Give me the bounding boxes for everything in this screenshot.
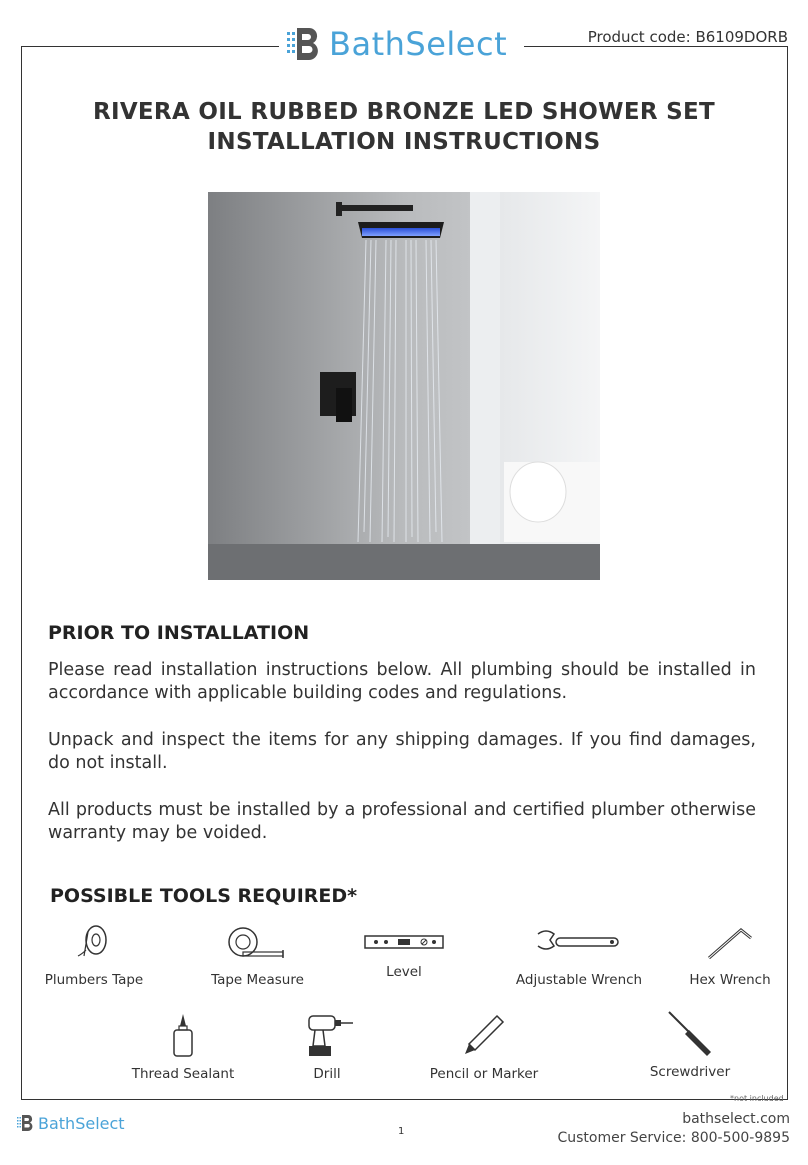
- brand-name: [329, 25, 507, 63]
- tool-label: Thread Sealant: [131, 1066, 235, 1082]
- prior-paragraph-1: Please read installation instructions below. All plumbing should be installed in accordance with applicable building codes and regulations.: [48, 660, 756, 703]
- tool-tape-measure: [200, 922, 315, 988]
- sealant-bottle-icon: [171, 1012, 195, 1058]
- tool-drill: [296, 1012, 358, 1082]
- website-link[interactable]: bathselect.com: [682, 1111, 790, 1127]
- footnote-not-included: *not included: [730, 1094, 784, 1103]
- footer-brand-text: BathSelect: [38, 1113, 125, 1133]
- tool-level: [356, 934, 452, 980]
- footer-logo: [17, 1113, 125, 1133]
- tool-label: Screwdriver: [649, 1064, 731, 1080]
- prior-paragraph-2: Unpack and inspect the items for any shipping damages. If you find damages, do not install.: [48, 730, 756, 773]
- hex-key-icon: [705, 926, 755, 960]
- tool-pencil: [420, 1012, 548, 1082]
- tool-label: Level: [386, 964, 422, 980]
- header-rule-right: [524, 46, 788, 47]
- wrench-icon: [534, 926, 624, 960]
- tape-roll-icon: [74, 922, 114, 962]
- product-code: Product code: B6109DORB: [587, 28, 788, 46]
- footer-brand-name: [38, 1114, 125, 1133]
- page-title: [0, 97, 808, 157]
- tool-plumbers-tape: [38, 922, 150, 988]
- screwdriver-icon: [665, 1008, 715, 1058]
- drill-icon: [299, 1012, 355, 1058]
- product-photo: [208, 192, 600, 580]
- title-line-2: INSTALLATION INSTRUCTIONS: [207, 129, 601, 155]
- tool-label: Tape Measure: [211, 972, 304, 988]
- brand-logo: [287, 22, 507, 66]
- shower-scene-image: [208, 192, 600, 580]
- tool-adjustable-wrench: [508, 926, 650, 988]
- bathselect-logo-icon: [17, 1113, 35, 1133]
- customer-service: Customer Service: 800-500-9895: [557, 1130, 790, 1146]
- tool-label: Plumbers Tape: [44, 972, 144, 988]
- tools-heading: POSSIBLE TOOLS REQUIRED*: [50, 885, 358, 907]
- tool-screwdriver: [638, 1008, 742, 1080]
- level-icon: [364, 934, 444, 950]
- tool-label: Adjustable Wrench: [515, 972, 643, 988]
- prior-paragraph-3: All products must be installed by a professional and certified plumber otherwise warranty may be voided.: [48, 800, 756, 843]
- tool-hex-wrench: [682, 926, 778, 988]
- brand-text: BathSelect: [329, 25, 508, 63]
- tool-label: Hex Wrench: [689, 972, 771, 988]
- tool-thread-sealant: [124, 1012, 242, 1082]
- footer-contact: [557, 1110, 790, 1148]
- page-number: 1: [398, 1126, 405, 1137]
- title-line-1: RIVERA OIL RUBBED BRONZE LED SHOWER SET: [92, 99, 716, 125]
- header-rule-left: [21, 46, 279, 47]
- prior-heading: PRIOR TO INSTALLATION: [48, 622, 310, 644]
- bathselect-logo-icon: [287, 24, 323, 64]
- pencil-icon: [461, 1012, 507, 1058]
- tool-label: Drill: [313, 1066, 341, 1082]
- tool-label: Pencil or Marker: [429, 1066, 539, 1082]
- tape-measure-icon: [223, 922, 293, 962]
